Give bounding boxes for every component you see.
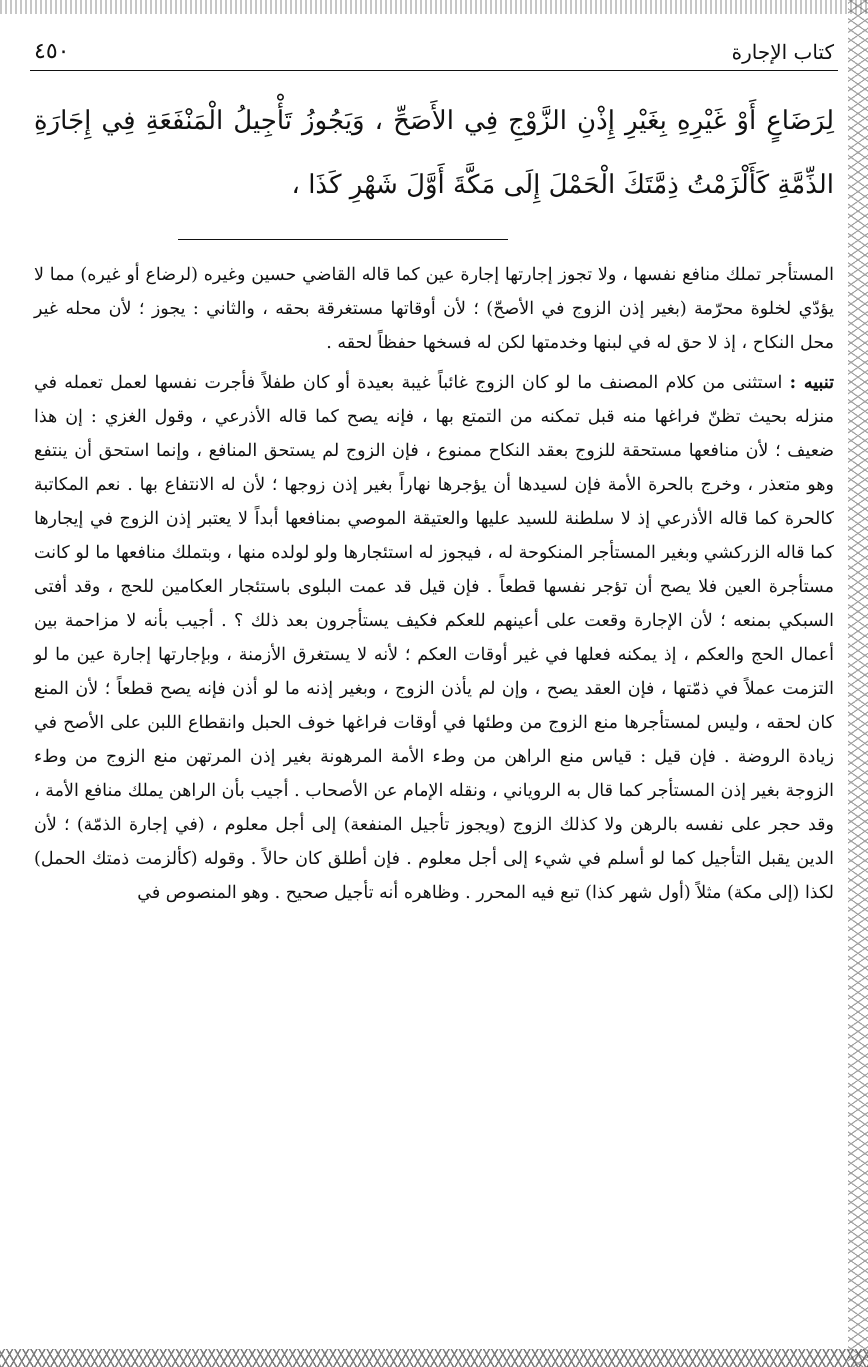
note-label: تنبيه : xyxy=(789,373,834,393)
commentary-paragraph-2 xyxy=(34,366,834,910)
main-text: لِرَضَاعٍ أَوْ غَيْرِهِ بِغَيْرِ إِذْنِ الزَّوْجِ فِي الأَصَحِّ ، وَيَجُوزُ تَأْجِيلُ الْمَنْفَعَةِ فِي إِجَارَةِ الذِّمَّةِ كَأَلْزَمْتُ ذِمَّتَكَ الْحَمْلَ إِلَى مَكَّةَ أَوَّلَ شَهْرِ كَذَا ، xyxy=(34,106,834,200)
top-ornament-border xyxy=(0,0,868,14)
chapter-title: كتاب الإجارة xyxy=(731,40,834,64)
book-page xyxy=(30,36,838,916)
note-text: استثنى من كلام المصنف ما لو كان الزوج غائباً غيبة بعيدة أو كان طفلاً فأجرت نفسها لعمل تعمله في منزله بحيث تظنّ فراغها منه قبل تمكنه من التمتع بها ، فإنه يصح كما قاله الأذرعي ، وقول الغزي : إن هذا ضعيف ؛ لأن منافعها مستحقة للزوج بعقد النكاح ممنوع ، فإن الزوج لم يستحق المنافع ، وإنما استحق أن ينتفع وهو متعذر ، وخرج بالحرة الأمة فإن لسيدها أن يؤجرها نهاراً بغير إذن زوجها ؛ لأن له الانتفاع بها . نعم المكاتبة كالحرة كما قاله الأذرعي إذ لا سلطنة للسيد عليها والعتيقة الموصي بمنافعها أبداً لا يعتبر إذن الزوج في إيجارها كما قاله الزركشي وبغير المستأجر المنكوحة له ، فيجوز له استئجارها ولو لولده منها ، وبتملك منافعها ما لو كانت مستأجرة العين فلا يصح أن تؤجر نفسها قطعاً . فإن قيل قد عمت البلوى باستئجار العكامين للحج ، وقد أفتى السبكي بمنعه ؛ لأن الإجارة وقعت على أعينهم للعكم فكيف يستأجرون بعد ذلك ؟ . أجيب بأنه لا مزاحمة بين أعمال الحج والعكم ، إذ يمكنه فعلها في غير أوقات العكم ؛ لأنه لا يستغرق الأزمنة ، وبإجارتها إجارة عين ما لو التزمت عملاً في ذمّتها ، فإن العقد يصح ، وإن لم يأذن الزوج ، وبغير إذنه ما لو أذن فإنه يصح قطعاً ؛ لأن المنع كان لحقه ، وليس لمستأجرها منع الزوج من وطئها في أوقات فراغها خوف الحبل وانقطاع اللبن على الأصح في زيادة الروضة . فإن قيل : قياس منع الراهن من وطء الأمة المرهونة بغير إذن المرتهن منع الزوج من وطء الزوجة بغير إذن المستأجر كما قال به الروياني ، ونقله الإمام عن الأصحاب . أجيب بأن الراهن يملك منافع الأمة ، وقد حجر على نفسه بالرهن ولا كذلك الزوج (ويجوز تأجيل المنفعة) إلى أجل معلوم ، (في إجارة الذمّة) ؛ لأن الدين يقبل التأجيل كما لو أسلم في شيء إلى أجل معلوم . فإن أطلق كان حالاً . وقوله (كألزمت ذمتك الحمل) لكذا (إلى مكة) مثلاً (أول شهر كذا) تبع فيه المحرر . وظاهره أنه تأجيل صحيح . وهو المنصوص في xyxy=(34,373,834,903)
page-number: ٤٥٠ xyxy=(34,39,70,64)
running-header xyxy=(30,36,838,71)
text-separator xyxy=(178,239,508,240)
right-ornament-border xyxy=(848,0,868,1367)
commentary-paragraph-1: المستأجر تملك منافع نفسها ، ولا تجوز إجارتها إجارة عين كما قاله القاضي حسين وغيره (لرضاع أو غيره) مما لا يؤدّي لخلوة محرّمة (بغير إذن الزوج في الأصحّ) ؛ لأن أوقاتها مستغرقة بحقه ، والثاني : يجوز ؛ لأن محله غير محل النكاح ، إذ لا حق له في لبنها وخدمتها لكن له فسخها حفظاً لحقه . xyxy=(34,265,834,353)
commentary xyxy=(30,258,838,910)
bottom-ornament-border xyxy=(0,1349,868,1367)
